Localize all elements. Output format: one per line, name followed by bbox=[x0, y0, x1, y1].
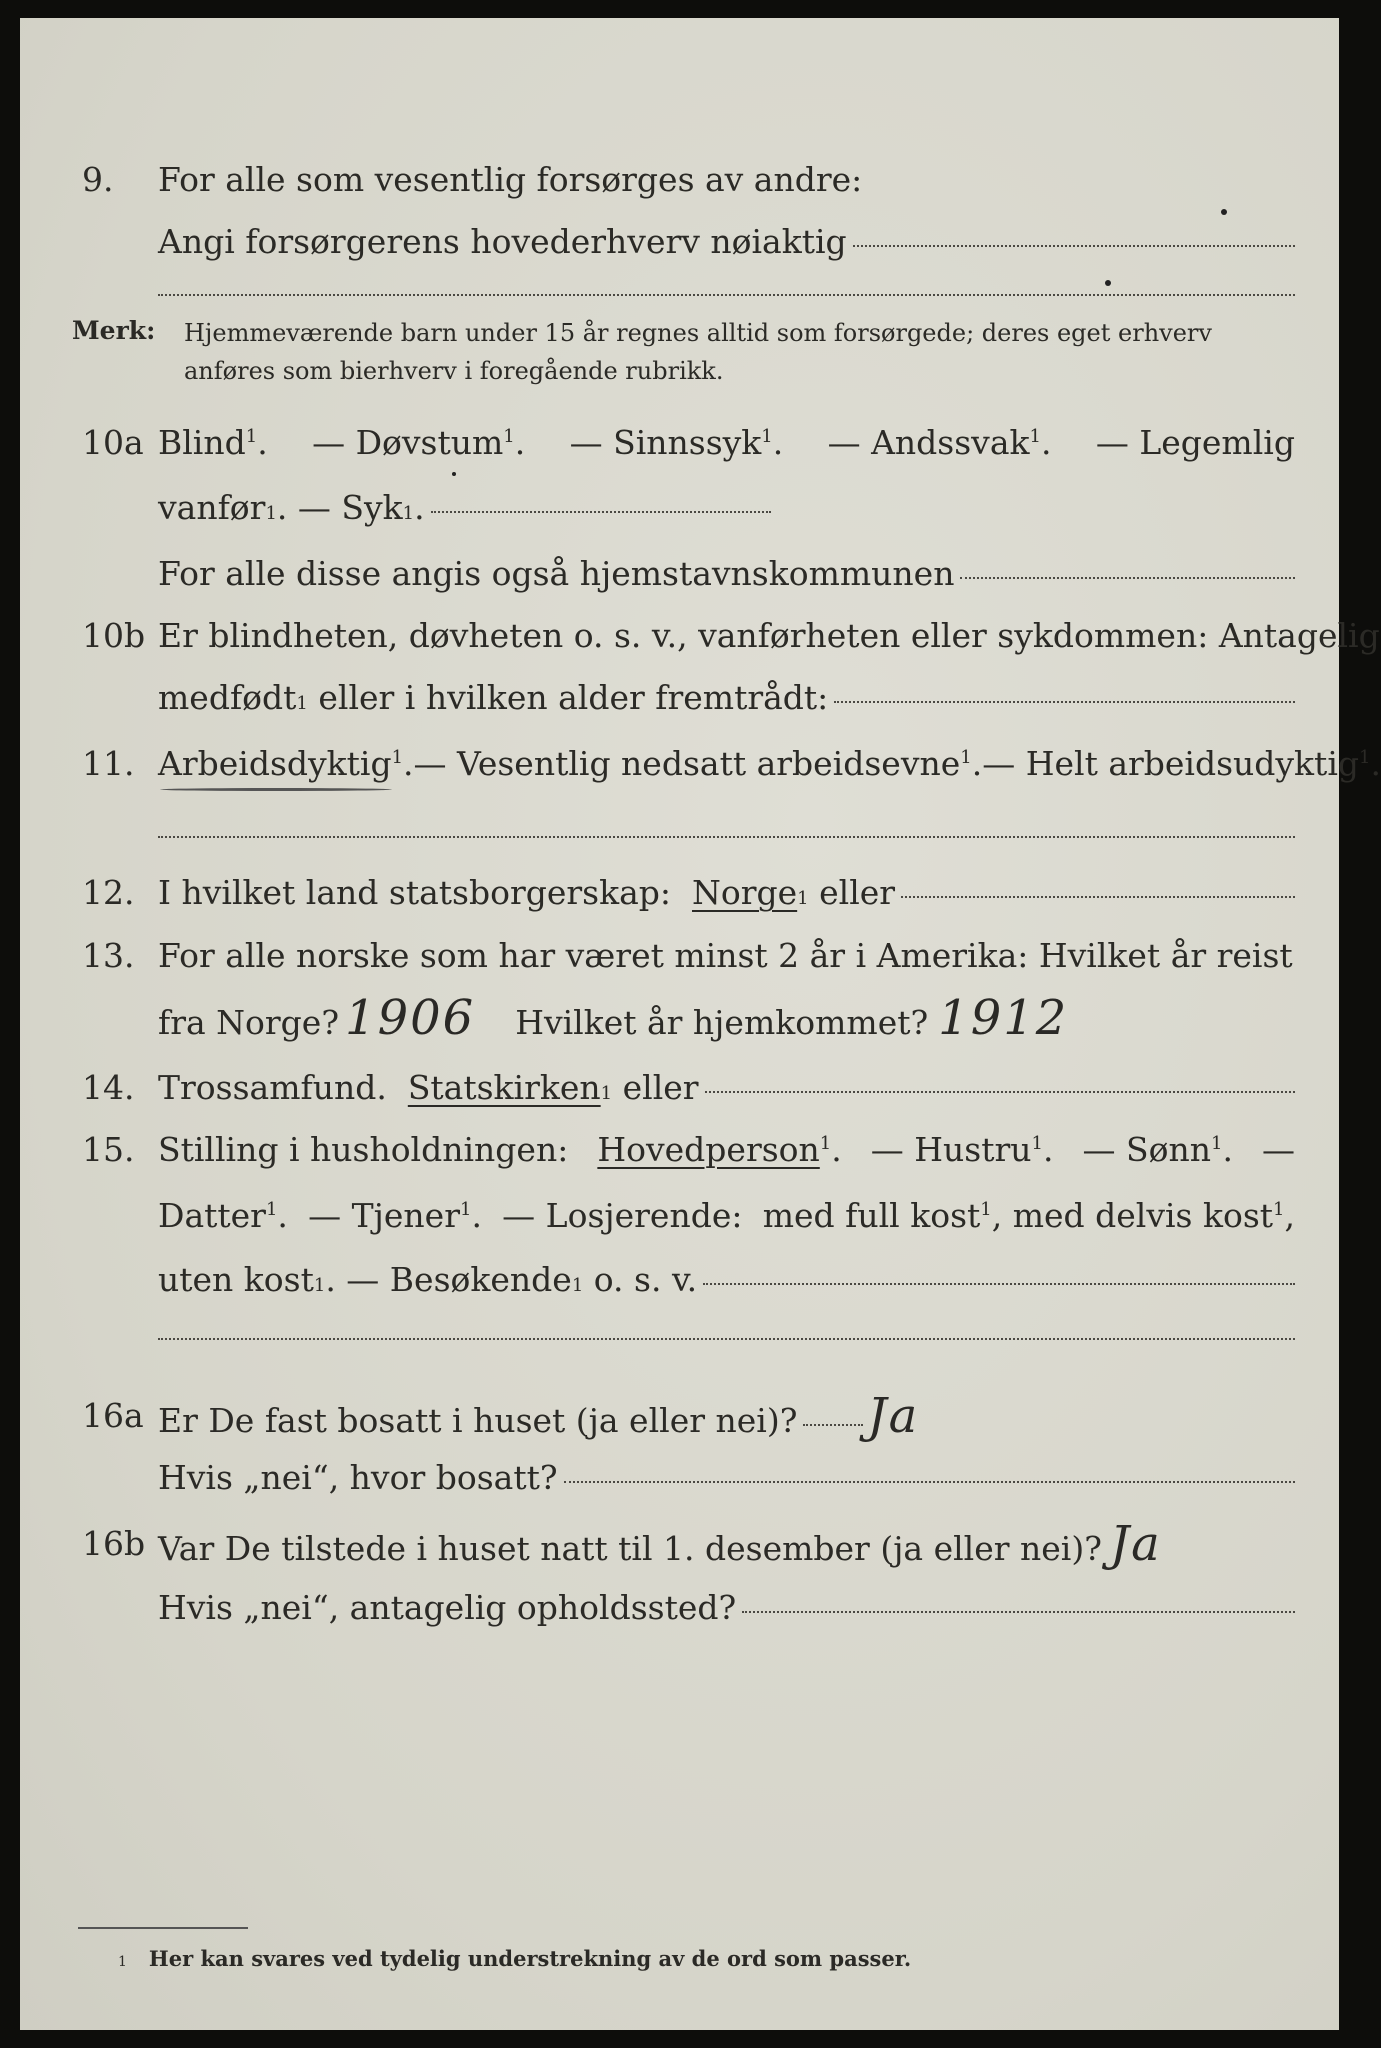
q12-line: 12. I hvilket land statsborgerskap: Norge 1 eller bbox=[20, 863, 1339, 923]
q10b-text: Er blindheten, døvheten o. s. v., vanførheten eller sykdommen: Antagelig bbox=[158, 616, 1380, 655]
q13-year-left[interactable]: 1906 bbox=[345, 990, 476, 1046]
q9-line1 bbox=[20, 150, 1339, 210]
q16a-answer[interactable]: Ja bbox=[867, 1388, 920, 1444]
q14-trossamfund: Trossamfund. bbox=[158, 1068, 387, 1107]
q10b-alder: eller i hvilken alder fremtrådt: bbox=[318, 678, 829, 717]
q16b-line2 bbox=[20, 1578, 1339, 1638]
q10a-line3 bbox=[20, 544, 1339, 604]
q13-text: For alle norske som har været minst 2 år i Amerika: Hvilket år reist bbox=[158, 936, 1293, 975]
q11-line: 11. Arbeidsdyktig$^1$. — Vesentlig nedsatt arbeidsevne$^1$. — Helt arbeidsudyktig$^1$. bbox=[20, 734, 1339, 794]
q16a-number: 16a bbox=[82, 1396, 144, 1435]
q15-hovedperson: Hovedperson bbox=[597, 1130, 820, 1169]
q10a-sinnssyk: — Sinnssyk bbox=[569, 423, 762, 462]
q10a-andssvak: — Andssvak bbox=[827, 423, 1030, 462]
q15-datter: Datter bbox=[158, 1196, 266, 1235]
q12-answer-field[interactable] bbox=[901, 896, 1295, 898]
footnote-text: Her kan svares ved tydelig understrekning av de ord som passer. bbox=[148, 1946, 912, 1971]
q16a-line1 bbox=[20, 1386, 1339, 1446]
q15-dash: — bbox=[1261, 1130, 1295, 1169]
q14-eller: eller bbox=[622, 1068, 699, 1107]
q15-line1: 15. Stilling i husholdningen: Hovedperson$^1$. — Hustru$^1$. — Sønn$^1$. — bbox=[20, 1120, 1339, 1180]
q13-line1 bbox=[20, 926, 1339, 986]
q15-extra-answer-line[interactable] bbox=[158, 1338, 1295, 1340]
merk-line1: Hjemmeværende barn under 15 år regnes alltid som forsørgede; deres eget erhverv bbox=[184, 319, 1212, 347]
q16a-hvis-nei: Hvis „nei“, hvor bosatt? bbox=[158, 1458, 558, 1497]
q11-udyktig: — Helt arbeidsudyktig bbox=[982, 744, 1359, 783]
q10a-dovstum: — Døvstum bbox=[312, 423, 504, 462]
q16b-number: 16b bbox=[82, 1524, 146, 1563]
q15-tjener: — Tjener bbox=[308, 1196, 460, 1235]
q15-uten-kost: uten kost bbox=[158, 1260, 314, 1299]
q9-number: 9. bbox=[82, 160, 114, 199]
q16b-answer[interactable]: Ja bbox=[1109, 1516, 1162, 1572]
footnote bbox=[118, 1946, 911, 1971]
q12-number: 12. bbox=[82, 873, 135, 912]
q9-text: For alle som vesentlig forsørges av andre: bbox=[158, 160, 863, 199]
q11-nedsatt: — Vesentlig nedsatt arbeidsevne bbox=[413, 744, 961, 783]
q9-extra-answer-line[interactable] bbox=[158, 294, 1295, 296]
ink-dot bbox=[452, 472, 456, 476]
merk-line2: anføres som bierhverv i foregående rubrikk. bbox=[184, 357, 724, 385]
q11-number: 11. bbox=[82, 744, 135, 783]
q15-sonn: — Sønn bbox=[1082, 1130, 1211, 1169]
q14-statskirken: Statskirken bbox=[407, 1068, 601, 1107]
q12-text: I hvilket land statsborgerskap: bbox=[158, 873, 672, 912]
ink-dot bbox=[1221, 209, 1227, 215]
q13-hjemkommet: Hvilket år hjemkommet? bbox=[515, 1003, 929, 1042]
q15-line2: Datter$^1$. — Tjener$^1$. — Losjerende: med full kost$^1$, med delvis kost$^1$, bbox=[20, 1186, 1339, 1246]
q10a-syk-field[interactable] bbox=[431, 511, 771, 513]
q16a-answer-field[interactable] bbox=[803, 1424, 863, 1426]
merk-label: Merk: bbox=[72, 316, 156, 345]
q16a-line2 bbox=[20, 1448, 1339, 1508]
q11-answer-line[interactable] bbox=[158, 836, 1295, 838]
q13-number: 13. bbox=[82, 936, 135, 975]
q10a-line2: vanfør 1 . — Syk 1 . bbox=[20, 478, 1339, 538]
q14-answer-field[interactable] bbox=[705, 1091, 1295, 1093]
q12-norge: Norge bbox=[692, 873, 798, 912]
q13-reist: fra Norge? bbox=[158, 1003, 340, 1042]
q14-line: 14. Trossamfund. Statskirken 1 eller bbox=[20, 1058, 1339, 1118]
q10a-hjemstavn: For alle disse angis også hjemstavnskommunen bbox=[158, 554, 955, 593]
ink-dot bbox=[1105, 280, 1111, 286]
q16b-line1 bbox=[20, 1514, 1339, 1574]
q16b-question: Var De tilstede i huset natt til 1. desember (ja eller nei)? bbox=[158, 1529, 1102, 1568]
q16a-question: Er De fast bosatt i huset (ja eller nei)? bbox=[158, 1401, 798, 1440]
q15-losjerende: — Losjerende: bbox=[502, 1196, 743, 1235]
q10a-syk: — Syk bbox=[297, 488, 403, 527]
q15-stilling: Stilling i husholdningen: bbox=[158, 1130, 569, 1169]
q14-number: 14. bbox=[82, 1068, 135, 1107]
q10b-medfodt: medfødt bbox=[158, 678, 297, 717]
q16b-opholdssted-field[interactable] bbox=[742, 1611, 1295, 1613]
q10b-alder-field[interactable] bbox=[834, 701, 1295, 703]
q15-number: 15. bbox=[82, 1130, 135, 1169]
q16a-bosatt-field[interactable] bbox=[564, 1481, 1295, 1483]
q10b-number: 10b bbox=[82, 616, 146, 655]
q16b-hvis-nei: Hvis „nei“, antagelig opholdssted? bbox=[158, 1588, 737, 1627]
q13-year-returned[interactable]: 1912 bbox=[938, 990, 1069, 1046]
q15-hustru: — Hustru bbox=[870, 1130, 1032, 1169]
q15-besokende: — Besøkende bbox=[346, 1260, 572, 1299]
q10b-line1 bbox=[20, 606, 1380, 666]
footnote-rule bbox=[78, 1927, 248, 1929]
q10a-line1: 10a Blind$^1$. — Døvstum$^1$. — Sinnssyk$^1$. — Andssvak$^1$. — Legemlig bbox=[20, 413, 1339, 473]
q15-osv: o. s. v. bbox=[593, 1260, 698, 1299]
q10a-vanfor: vanfør bbox=[158, 488, 266, 527]
q10b-line2: medfødt 1 eller i hvilken alder fremtrådt: bbox=[20, 668, 1339, 728]
q15-delvis-kost: , med delvis kost bbox=[991, 1196, 1274, 1235]
census-form-page bbox=[20, 18, 1381, 2030]
q15-line3: uten kost 1 . — Besøkende 1 o. s. v. bbox=[20, 1250, 1339, 1310]
q10a-number: 10a bbox=[82, 423, 144, 462]
q13-line2 bbox=[20, 988, 1339, 1048]
q9-line2 bbox=[20, 212, 1339, 272]
q10a-blind: Blind bbox=[158, 423, 246, 462]
q10a-legemlig: — Legemlig bbox=[1095, 423, 1295, 462]
q15-answer-field[interactable] bbox=[703, 1283, 1295, 1285]
q12-eller: eller bbox=[819, 873, 896, 912]
q9-answer-field[interactable] bbox=[853, 245, 1295, 247]
footnote-mark: 1 bbox=[118, 1954, 127, 1970]
q9-question: Angi forsørgerens hovederhverv nøiaktig bbox=[158, 222, 847, 261]
q11-handwritten-underline bbox=[160, 788, 392, 791]
q11-arbeidsdyktig: Arbeidsdyktig bbox=[158, 744, 392, 783]
q10a-hjemstavn-field[interactable] bbox=[960, 577, 1295, 579]
q15-full-kost: med full kost bbox=[762, 1196, 981, 1235]
